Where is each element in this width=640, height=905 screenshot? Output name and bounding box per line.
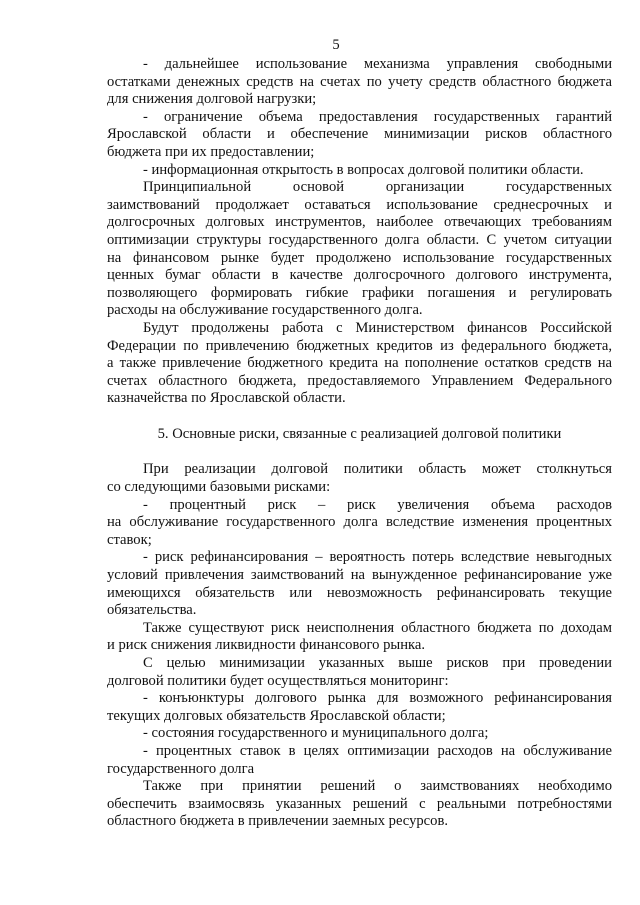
text-line: - информационная открытость в вопросах долговой политики области. — [143, 161, 584, 178]
text-line: ценных бумаг области в качестве долгосрочного долгового инструмента, — [107, 267, 612, 284]
text-line: для снижения долговой нагрузки; — [107, 91, 317, 108]
text-line: областного бюджета в привлечении заемных ресурсов. — [107, 813, 448, 830]
paragraph-p6 — [107, 461, 612, 496]
paragraph-p4 — [107, 179, 612, 320]
text-line: Будут продолжены работа с Министерством финансов Российской — [143, 319, 612, 336]
text-line: заимствований продолжает оставаться использование среднесрочных и — [107, 196, 612, 213]
text-line: обеспечить взаимосвязь указанных решений с реальными потребностями — [107, 795, 612, 812]
text-line: обязательства. — [107, 602, 197, 619]
text-line: При реализации долговой политики область может столкнуться — [143, 461, 612, 478]
section-risks — [107, 461, 612, 830]
text-line: текущих долговых обязательств Ярославской области; — [107, 707, 446, 724]
paragraph-p5 — [107, 320, 612, 408]
text-line: Также при принятии решений о заимствованиях необходимо — [143, 778, 612, 795]
text-line: бюджета при их предоставлении; — [107, 143, 315, 160]
page-number: 5 — [332, 37, 340, 53]
paragraph-p1 — [107, 56, 612, 109]
text-line: расходы на обслуживание государственного долга. — [107, 302, 423, 319]
text-line: со следующими базовыми рисками: — [107, 479, 331, 496]
text-line: - ограничение объема предоставления государственных гарантий — [143, 108, 612, 125]
paragraph-p11 — [107, 690, 612, 725]
text-line: и риск снижения ликвидности финансового рынка. — [107, 637, 426, 654]
text-line: оптимизации структуры государственного долга области. С учетом ситуации — [107, 231, 612, 248]
text-line: Федерации по привлечению бюджетных кредитов из федерального бюджета, — [107, 337, 612, 354]
paragraph-p3 — [107, 162, 612, 180]
text-line: долговой политики будет осуществляться мониторинг: — [107, 672, 449, 689]
text-line: а также привлечение бюджетного кредита на пополнение остатков средств на — [107, 355, 612, 372]
paragraph-p2 — [107, 109, 612, 162]
text-line: казначейства по Ярославской области. — [107, 390, 346, 407]
text-line: - процентный риск – риск увеличения объема расходов — [143, 496, 612, 513]
text-line: условий привлечения заимствований на вынужденное рефинансирование уже — [107, 567, 612, 584]
document-body — [107, 56, 612, 831]
text-line: ставок; — [107, 531, 152, 548]
text-line: - состояния государственного и муниципального долга; — [143, 725, 489, 742]
text-line: имеющихся обязательств или невозможность рефинансировать текущие — [107, 584, 612, 601]
paragraph-p10 — [107, 655, 612, 690]
text-line: счетах областного бюджета, предоставляемого Управлением Федерального — [107, 372, 612, 389]
paragraph-p8 — [107, 549, 612, 619]
text-line: государственного долга — [107, 760, 255, 777]
paragraph-p7 — [107, 497, 612, 550]
text-line: позволяющего формировать гибкие графики погашения и регулировать — [107, 284, 612, 301]
section-heading: 5. Основные риски, связанные с реализацией долговой политики — [157, 425, 562, 442]
paragraph-p13 — [107, 743, 612, 778]
text-line: долгосрочных долговых инструментов, наиболее отвечающих требованиям — [107, 214, 612, 231]
text-line: Также существуют риск неисполнения областного бюджета по доходам — [143, 619, 612, 636]
paragraph-p12 — [107, 725, 612, 743]
text-line: С целью минимизации указанных выше рисков при проведении — [143, 655, 612, 671]
text-line: Ярославской области и обеспечение минимизации рисков областного — [107, 126, 612, 143]
text-line: Принципиальной основой организации государственных — [143, 179, 612, 196]
text-line: на финансовом рынке будет продолжено использование государственных — [107, 249, 612, 266]
text-line: на обслуживание государственного долга вследствие изменения процентных — [107, 514, 612, 531]
text-line: остатками денежных средств на счетах по учету средств областного бюджета — [107, 73, 612, 90]
text-line: - дальнейшее использование механизма управления свободными — [143, 56, 612, 72]
paragraph-p9 — [107, 620, 612, 655]
text-line: - риск рефинансирования – вероятность потерь вследствие невыгодных — [143, 549, 612, 566]
text-line: - конъюнктуры долгового рынка для возможного рефинансирования — [143, 690, 612, 707]
text-line: - процентных ставок в целях оптимизации расходов на обслуживание — [143, 742, 612, 759]
section-intro — [107, 56, 612, 408]
paragraph-p14 — [107, 778, 612, 831]
